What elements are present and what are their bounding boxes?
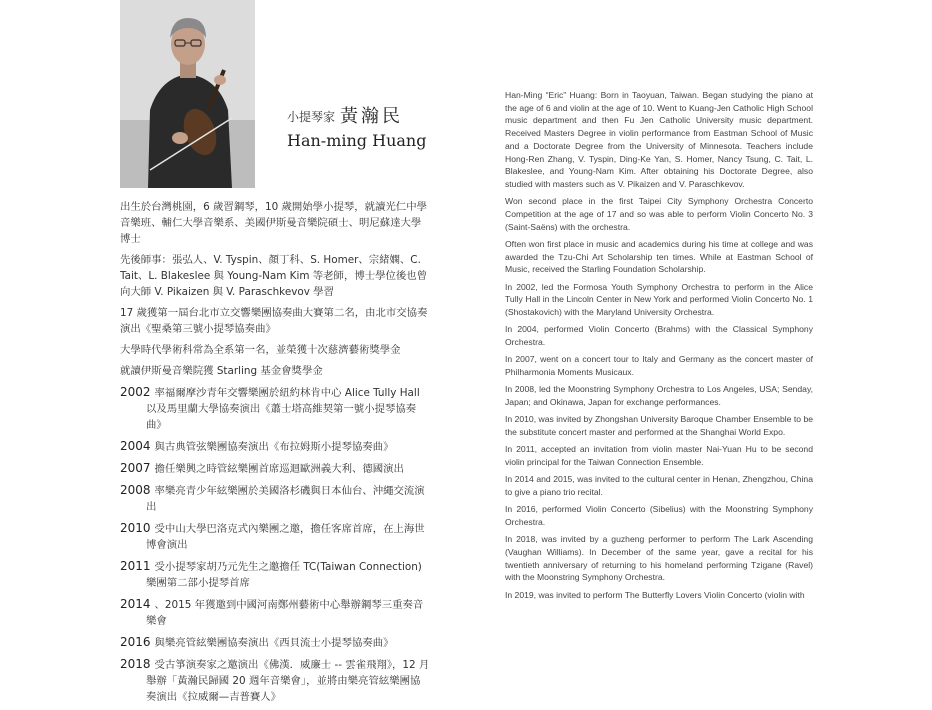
en-bio-paragraph: In 2004, performed Violin Concerto (Brahms) with the Classical Symphony Orchestra. (505, 324, 813, 348)
en-bio-paragraph: In 2002, led the Formosa Youth Symphony Orchestra to perform in the Alice Tully Hall in the Lincoln Center in New York and performed Violin Concerto No. 1 (Shostakovich) with the Maryland University Orchestra. (505, 281, 813, 318)
zh-bio-entry: 2011 受小提琴家胡乃元先生之邀擔任 TC(Taiwan Connection) 樂團第二部小提琴首席 (120, 559, 422, 589)
zh-bio-paragraph: 大學時代學術科常為全系第一名，並榮獲十次慈濟藝術獎學金 (120, 344, 401, 356)
entry-year: 2007 (120, 461, 151, 475)
zh-bio-entry: 2016 與樂亮管絃樂團協奏演出《西貝流士小提琴協奏曲》 (120, 635, 394, 649)
en-bio-paragraph: In 2011, accepted an invitation from violin master Nai-Yuan Hu to be second violin principal for the Taiwan Connection Ensemble. (505, 444, 813, 468)
en-bio-paragraph: In 2007, went on a concert tour to Italy and Germany as the concert master of Philharmonia Moments Musicaux. (505, 354, 813, 378)
en-bio-paragraph: In 2014 and 2015, was invited to the cultural center in Henan, Zhengzhou, China to give a piano trio recital. (505, 474, 813, 498)
zh-bio-entry: 2014 、2015 年獲邀到中國河南鄭州藝術中心舉辦鋼琴三重奏音樂會 (120, 597, 424, 627)
zh-bio-paragraph: 17 歲獲第一屆台北市立交響樂團協奏曲大賽第二名，由北市交協奏演出《聖桑第三號小提琴協奏曲》 (120, 307, 428, 335)
portrait-photo (120, 0, 255, 188)
en-bio-paragraph: Won second place in the first Taipei City Symphony Orchestra Concerto Competition at the age of 17 and so was able to perform Violin Concerto No. 3 (Saint-Saëns) with the orchestra. (505, 196, 813, 232)
violinist-portrait-image (120, 0, 255, 188)
english-biography (505, 89, 813, 606)
en-bio-paragraph: Han-Ming “Eric” Huang: Born in Taoyuan, Taiwan. Began studying the piano at the age of 6 and violin at the age of 10. Went to Kuang-Jen Catholic High School music department and then Fu Jen Catholic University music department. Received Masters Degree in violin performance from Eastman School of Music and a Doctorate Degree from the University of Minnesota. Teachers include Hong-Ren Zhang, V. Tyspin, Ding-Ke Yan, S. Homer, Nancy Tsung, C. Tait, L. Blakeslee, and Young-Nam Kim. After obtaining his Doctorate Degree, also studied with masters such as V. Pikaizen and V. Paraschkevov. (505, 90, 813, 189)
en-bio-paragraph: In 2010, was invited by Zhongshan University Baroque Chamber Ensemble to be the substitute concert master and performed at the Shanghai World Expo. (505, 414, 813, 438)
en-bio-paragraph: In 2018, was invited by a guzheng performer to perform The Lark Ascending (Vaughan Williams). In December of the same year, gave a recital for his twentieth anniversary of returning to his homeland performing Tzigane (Ravel) with the Moonstring Symphony Orchestra. (505, 534, 813, 583)
entry-year: 2002 (120, 385, 151, 399)
role-label: 小提琴家 (287, 110, 336, 124)
zh-bio-entry: 2010 受中山大學巴洛克式內樂團之邀，擔任客席首席，在上海世博會演出 (120, 521, 425, 551)
entry-year: 2010 (120, 521, 151, 535)
zh-bio-entry: 2018 受古箏演奏家之邀演出《佛漢．威廉士 -- 雲雀飛翔》，12 月舉辦「黃瀚民歸國 20 週年音樂會」，並將由樂亮管絃樂團協奏演出《拉威爾—吉普賽人》 (120, 657, 430, 703)
zh-bio-paragraph: 出生於台灣桃園，6 歲習鋼琴，10 歲開始學小提琴，就讀光仁中學音樂班、輔仁大學音樂系、美國伊斯曼音樂院碩士、明尼蘇達大學博士 (120, 201, 427, 245)
zh-bio-entry: 2007 擔任樂興之時管絃樂團首席巡迴歐洲義大利、德國演出 (120, 461, 404, 475)
en-bio-paragraph: In 2019, was invited to perform The Butterfly Lovers Violin Concerto (violin with (505, 589, 805, 600)
zh-bio-paragraph: 先後師事：張弘人、V. Tyspin、顏丁科、S. Homer、宗緒嫻、C. Tait、L. Blakeslee 與 Young-Nam Kim 等老師，博士學位後也曾向大師 V. Pikaizen 與 V. Paraschkevov 學習 (120, 254, 428, 298)
entry-year: 2011 (120, 559, 151, 573)
entry-year: 2016 (120, 635, 151, 649)
zh-bio-entry: 2002 率福爾摩沙青年交響樂團於紐約林肯中心 Alice Tully Hall 以及馬里蘭大學協奏演出《蕭士塔高維契第一號小提琴協奏曲》 (120, 385, 420, 431)
zh-bio-entry: 2008 率樂亮青少年絃樂團於美國洛杉磯與日本仙台、沖繩交流演出 (120, 483, 425, 513)
entry-year: 2004 (120, 439, 151, 453)
chinese-biography (120, 199, 430, 710)
entry-year: 2014 (120, 597, 151, 611)
zh-bio-paragraph: 就讀伊斯曼音樂院獲 Starling 基金會獎學金 (120, 365, 323, 377)
name-chinese: 黃瀚民 (340, 106, 403, 127)
entry-year: 2018 (120, 657, 151, 671)
entry-year: 2008 (120, 483, 151, 497)
en-bio-paragraph: In 2008, led the Moonstring Symphony Orchestra to Los Angeles, USA; Senday, Japan; and Okinawa, Japan for exchange performances. (505, 384, 813, 408)
zh-bio-entry: 2004 與古典管弦樂團協奏演出《布拉姆斯小提琴協奏曲》 (120, 439, 394, 453)
name-english: Han-ming Huang (287, 131, 427, 150)
en-bio-paragraph: Often won first place in music and academics during his time at college and was awarded the Tzu-Chi Art Scholarship ten times. While at Eastman School of Music, received the Starling Foundation Scholarship. (505, 238, 813, 275)
en-bio-paragraph: In 2016, performed Violin Concerto (Sibelius) with the Moonstring Symphony Orchestra. (505, 504, 813, 528)
